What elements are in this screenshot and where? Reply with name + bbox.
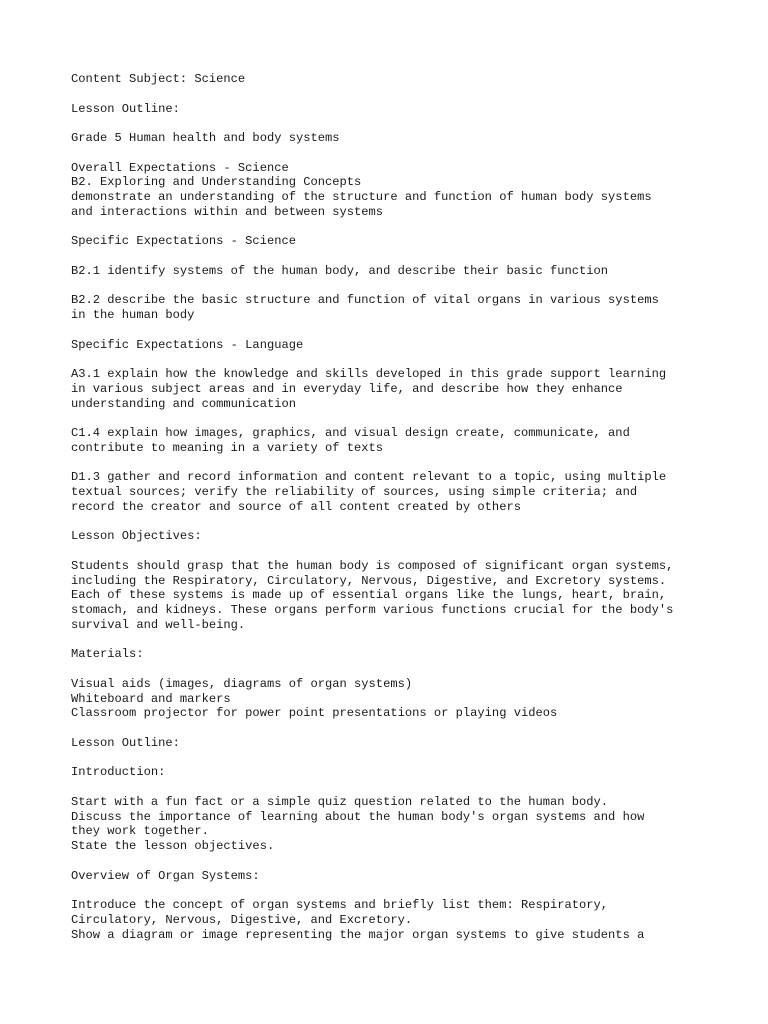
text-line: survival and well-being. — [71, 617, 246, 632]
text-line: understanding and communication — [71, 396, 296, 411]
text-line: B2.2 describe the basic structure and function of vital organs in various systems — [71, 293, 659, 308]
text-line: Students should grasp that the human body is composed of significant organ systems, — [71, 558, 674, 573]
text-line: Each of these systems is made up of essential organs like the lungs, heart, brain, — [71, 588, 667, 603]
text-line: including the Respiratory, Circulatory, Nervous, Digestive, and Excretory systems. — [71, 573, 667, 588]
text-line: Lesson Outline: — [71, 735, 180, 750]
text-line: and interactions within and between systems — [71, 204, 384, 219]
document-paragraph — [71, 293, 731, 323]
text-line: Specific Expectations - Science — [71, 234, 296, 249]
document-paragraph — [71, 647, 731, 662]
text-line: contribute to meaning in a variety of texts — [71, 440, 384, 455]
text-line: Whiteboard and markers — [71, 691, 231, 706]
text-line: in various subject areas and in everyday life, and describe how they enhance — [71, 381, 623, 396]
document-paragraph — [71, 102, 731, 117]
text-line: Lesson Objectives: — [71, 529, 202, 544]
text-line: stomach, and kidneys. These organs perform various functions crucial for the body's — [71, 603, 674, 617]
document-paragraph — [71, 765, 731, 780]
text-line: Overall Expectations - Science — [71, 160, 289, 175]
text-line: they work together. — [71, 824, 209, 839]
document-paragraph — [71, 161, 731, 220]
text-line: Start with a fun fact or a simple quiz question related to the human body. — [71, 794, 609, 809]
document-paragraph — [71, 131, 731, 146]
text-line: C1.4 explain how images, graphics, and visual design create, communicate, and — [71, 426, 630, 440]
document-paragraph — [71, 559, 731, 633]
text-line: B2. Exploring and Understanding Concepts — [71, 175, 362, 190]
text-line: Show a diagram or image representing the major organ systems to give students a — [71, 927, 645, 942]
document-paragraph — [71, 72, 731, 87]
text-line: Discuss the importance of learning about the human body's organ systems and how — [71, 809, 645, 824]
document-paragraph — [71, 264, 731, 279]
document-paragraph — [71, 234, 731, 249]
document-paragraph — [71, 898, 731, 942]
document-paragraph — [71, 338, 731, 353]
document-paragraph — [71, 736, 731, 751]
document-paragraph — [71, 470, 731, 514]
text-line: Visual aids (images, diagrams of organ systems) — [71, 676, 413, 691]
text-line: Introduce the concept of organ systems and briefly list them: Respiratory, — [71, 898, 609, 912]
document-paragraph — [71, 367, 731, 411]
document-paragraph — [71, 677, 731, 721]
text-line: in the human body — [71, 308, 195, 322]
text-line: demonstrate an understanding of the structure and function of human body systems — [71, 190, 652, 204]
text-line: B2.1 identify systems of the human body, and describe their basic function — [71, 263, 609, 278]
document-paragraph — [71, 426, 731, 456]
text-line: D1.3 gather and record information and content relevant to a topic, using multiple — [71, 470, 667, 485]
text-line: A3.1 explain how the knowledge and skills developed in this grade support learning — [71, 367, 667, 381]
text-line: Lesson Outline: — [71, 101, 180, 116]
text-line: Overview of Organ Systems: — [71, 868, 260, 883]
text-line: Classroom projector for power point presentations or playing videos — [71, 706, 558, 721]
document-paragraph — [71, 529, 731, 544]
text-line: textual sources; verify the reliability of sources, using simple criteria; and — [71, 485, 638, 499]
document-paragraph — [71, 795, 731, 854]
text-line: record the creator and source of all content created by others — [71, 499, 521, 514]
document-page — [71, 72, 731, 957]
text-line: State the lesson objectives. — [71, 839, 275, 853]
document-paragraph — [71, 869, 731, 884]
text-line: Introduction: — [71, 765, 166, 780]
text-line: Materials: — [71, 647, 144, 662]
text-line: Content Subject: Science — [71, 72, 246, 86]
text-line: Grade 5 Human health and body systems — [71, 131, 340, 145]
text-line: Specific Expectations - Language — [71, 337, 304, 352]
text-line: Circulatory, Nervous, Digestive, and Excretory. — [71, 912, 413, 927]
